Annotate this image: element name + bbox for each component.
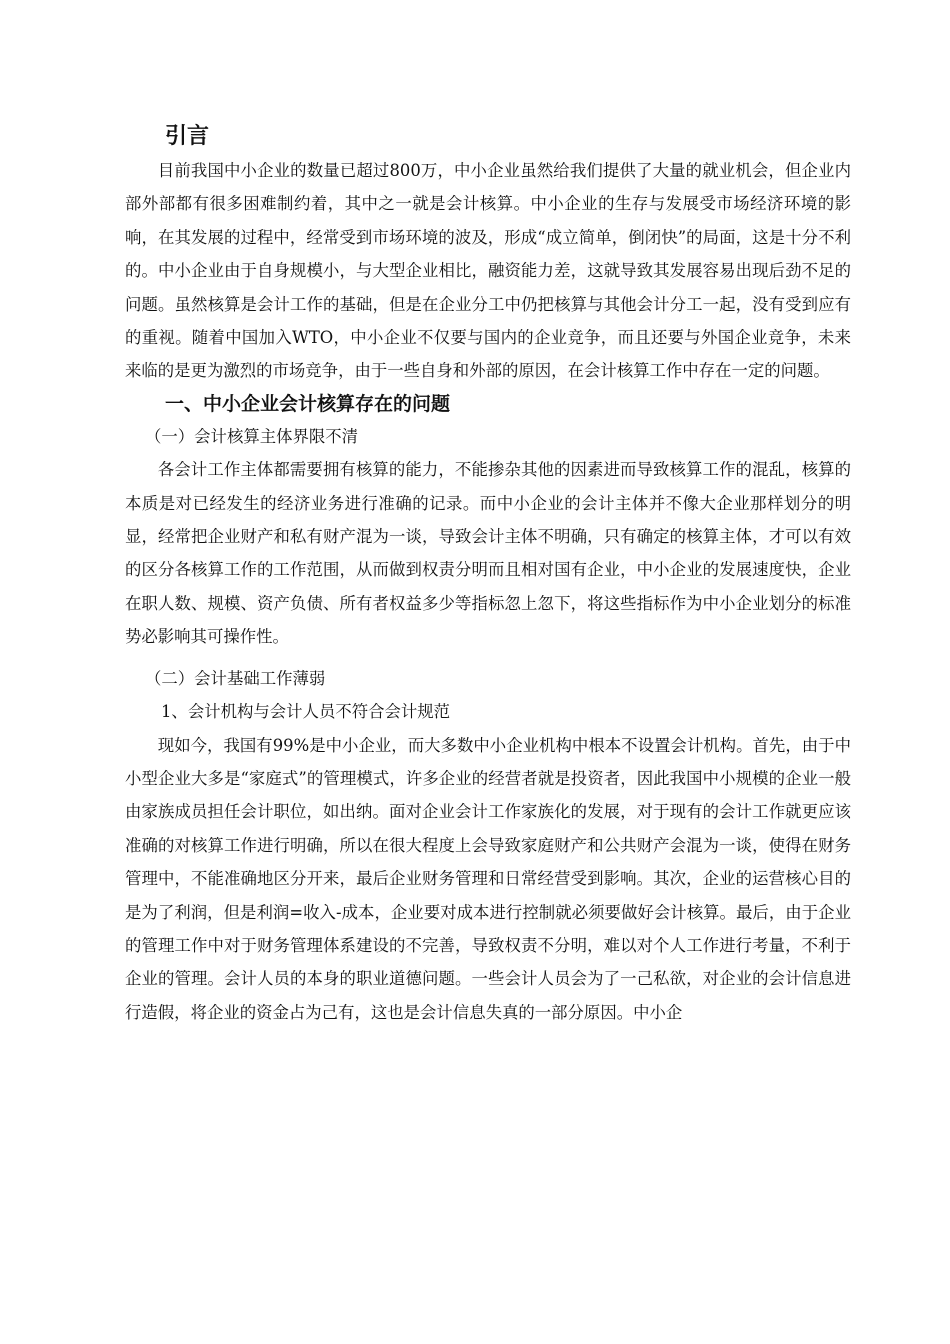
spacer — [125, 654, 851, 662]
section1-heading: 一、中小企业会计核算存在的问题 — [165, 392, 451, 415]
section1-sub2-item1-heading: 1、会计机构与会计人员不符合会计规范 — [161, 702, 451, 722]
document-page — [125, 120, 851, 1029]
section1-sub1-heading: （一）会计核算主体界限不清 — [145, 426, 359, 446]
intro-heading: 引言 — [165, 124, 210, 149]
section1-sub1-paragraph: 各会计工作主体都需要拥有核算的能力，不能掺杂其他的因素进而导致核算工作的混乱，核算的本质是对已经发生的经济业务进行准确的记录。而中小企业的会计主体并不像大企业那样划分的明显，经常把企业财产和私有财产混为一谈，导致会计主体不明确，只有确定的核算主体，才可以有效的区分各核算工作的工作范围，从而做到权责分明而且相对国有企业，中小企业的发展速度快，企业在职人数、规模、资产负债、所有者权益多少等指标忽上忽下，将这些指标作为中小企业划分的标准势必影响其可操作性。 — [125, 460, 851, 647]
section1-sub2-heading: （二）会计基础工作薄弱 — [145, 668, 326, 688]
intro-paragraph: 目前我国中小企业的数量已超过800万，中小企业虽然给我们提供了大量的就业机会，但企业内部外部都有很多困难制约着，其中之一就是会计核算。中小企业的生存与发展受市场经济环境的影响，在其发展的过程中，经常受到市场环境的波及，形成“成立简单，倒闭快”的局面，这是十分不利的。中小企业由于自身规模小，与大型企业相比，融资能力差，这就导致其发展容易出现后劲不足的问题。虽然核算是会计工作的基础，但是在企业分工中仍把核算与其他会计分工一起，没有受到应有的重视。随着中国加入WTO，中小企业不仅要与国内的企业竞争，而且还要与外国企业竞争，未来来临的是更为激烈的市场竞争，由于一些自身和外部的原因，在会计核算工作中存在一定的问题。 — [125, 161, 851, 381]
section1-sub2-paragraph: 现如今，我国有99%是中小企业，而大多数中小企业机构中根本不设置会计机构。首先，由于中小型企业大多是“家庭式”的管理模式，许多企业的经营者就是投资者，因此我国中小规模的企业一般由家族成员担任会计职位，如出纳。面对企业会计工作家族化的发展，对于现有的会计工作就更应该准确的对核算工作进行明确，所以在很大程度上会导致家庭财产和公共财产会混为一谈，使得在财务管理中，不能准确地区分开来，最后企业财务管理和日常经营受到影响。其次，企业的运营核心目的是为了利润，但是利润=收入-成本，企业要对成本进行控制就必须要做好会计核算。最后，由于企业的管理工作中对于财务管理体系建设的不完善，导致权责不分明，难以对个人工作进行考量，不利于企业的管理。会计人员的本身的职业道德问题。一些会计人员会为了一己私欲，对企业的会计信息进行造假，将企业的资金占为己有，这也是会计信息失真的一部分原因。中小企 — [125, 735, 851, 1022]
